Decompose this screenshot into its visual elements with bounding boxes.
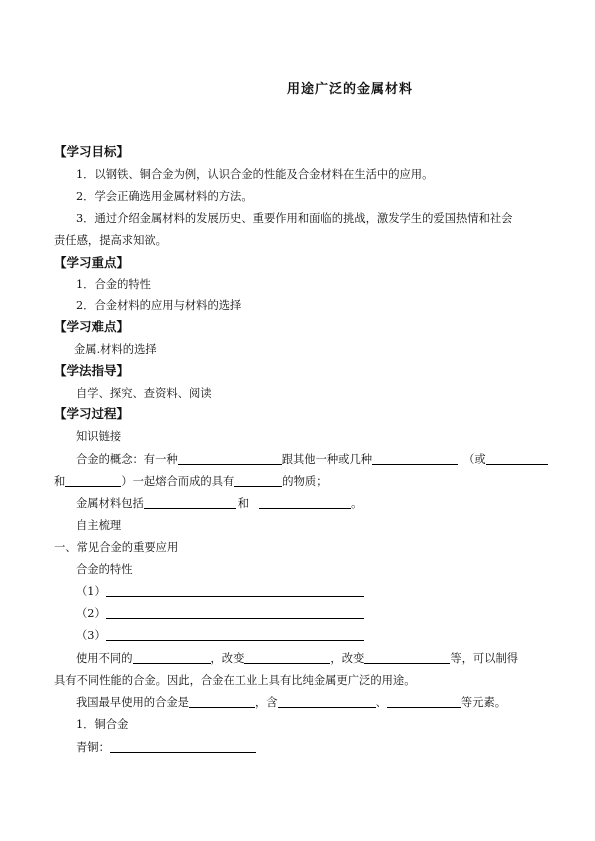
blank-usage-3[interactable] (364, 652, 450, 664)
numbered-label-3: （3） (76, 629, 106, 642)
earliest-text-2: ，含 (254, 696, 278, 709)
blank-metal[interactable] (178, 453, 282, 465)
goal-item-3-cont: 责任感，提高求知欲。 (54, 234, 167, 247)
alloy-concept-text-4: 和 (54, 475, 66, 488)
alloy-concept-text-6: 的物质； (282, 475, 328, 488)
bronze-label: 青铜： (76, 741, 110, 754)
numbered-label-1: （1） (76, 585, 106, 598)
goal-item-1: 1．以钢铁、铜合金为例，认识合金的性能及合金材料在生活中的应用。 (76, 168, 434, 181)
method-1: 自学、探究、查资料、阅读 (76, 387, 212, 400)
metal-materials-text-1: 金属材料包括 (76, 497, 144, 510)
goal-item-3: 3．通过介绍金属材料的发展历史、重要作用和面临的挑战，激发学生的爱国热情和社会 (76, 212, 513, 225)
earliest-alloy-line (76, 696, 506, 710)
section-heading-key-points: 【学习重点】 (54, 255, 130, 270)
metal-materials-line (76, 497, 362, 511)
blank-property-2[interactable] (106, 607, 364, 619)
numbered-label-2: （2） (76, 607, 106, 620)
blank-bronze[interactable] (110, 741, 256, 753)
alloy-concept-line-2 (54, 475, 328, 489)
usage-text-4: 等，可以制得 (450, 652, 519, 665)
blank-element-1[interactable] (278, 696, 376, 708)
metal-materials-text-3: 。 (351, 497, 363, 510)
alloy-concept-text-3: （或 (463, 453, 486, 466)
goal-item-2: 2．学会正确选用金属材料的方法。 (76, 190, 253, 203)
blank-element-2[interactable] (387, 696, 461, 708)
blank-property-3[interactable] (106, 629, 364, 641)
earliest-text-4: 等元素。 (460, 696, 507, 709)
blank-or[interactable] (486, 453, 548, 465)
alloy-properties: 合金的特性 (76, 563, 133, 576)
blank-material-2[interactable] (259, 497, 351, 509)
section-heading-process: 【学习过程】 (54, 406, 130, 421)
numbered-line-1 (76, 585, 364, 599)
blank-metal-2[interactable] (372, 453, 458, 465)
self-review: 自主梳理 (76, 519, 122, 532)
metal-materials-text-2: 和 (237, 497, 250, 510)
key-point-2: 2．合金材料的应用与材料的选择 (76, 299, 242, 312)
copper-alloy-heading: 1．铜合金 (76, 718, 129, 731)
blank-property[interactable] (234, 475, 282, 487)
section-heading-goals: 【学习目标】 (54, 144, 130, 159)
document-title: 用途广泛的金属材料 (286, 82, 413, 97)
numbered-line-3 (76, 629, 364, 643)
blank-and[interactable] (65, 475, 121, 487)
blank-usage-2[interactable] (244, 652, 330, 664)
alloy-concept-text-2: 跟其他一种或几种 (281, 453, 373, 466)
blank-earliest-alloy[interactable] (189, 696, 255, 708)
alloy-concept-line-1 (76, 453, 548, 467)
section-heading-method: 【学法指导】 (54, 363, 130, 378)
usage-text-3: ，改变 (330, 652, 365, 665)
numbered-line-2 (76, 607, 364, 621)
key-point-1: 1．合金的特性 (76, 278, 151, 291)
blank-property-1[interactable] (106, 585, 364, 597)
part-1-heading: 一、常见合金的重要应用 (54, 541, 179, 554)
usage-text-1: 使用不同的 (76, 652, 133, 665)
earliest-text-1: 我国最早使用的合金是 (76, 696, 189, 709)
bronze-line (76, 741, 256, 755)
section-heading-difficulties: 【学习难点】 (54, 319, 130, 334)
alloy-concept-text-1: 合金的概念：有一种 (76, 453, 178, 466)
earliest-text-3: 、 (375, 696, 387, 709)
alloy-concept-text-5: ）一起熔合而成的具有 (121, 475, 235, 488)
usage-text-2: ，改变 (210, 652, 245, 665)
difficulty-1: 金属.材料的选择 (74, 343, 157, 356)
blank-material-1[interactable] (144, 497, 236, 509)
usage-line-1 (76, 652, 518, 666)
usage-line-2: 具有不同性能的合金。因此，合金在工业上具有比纯金属更广泛的用途。 (54, 674, 416, 687)
knowledge-link: 知识链接 (76, 430, 122, 443)
blank-usage-1[interactable] (133, 652, 211, 664)
